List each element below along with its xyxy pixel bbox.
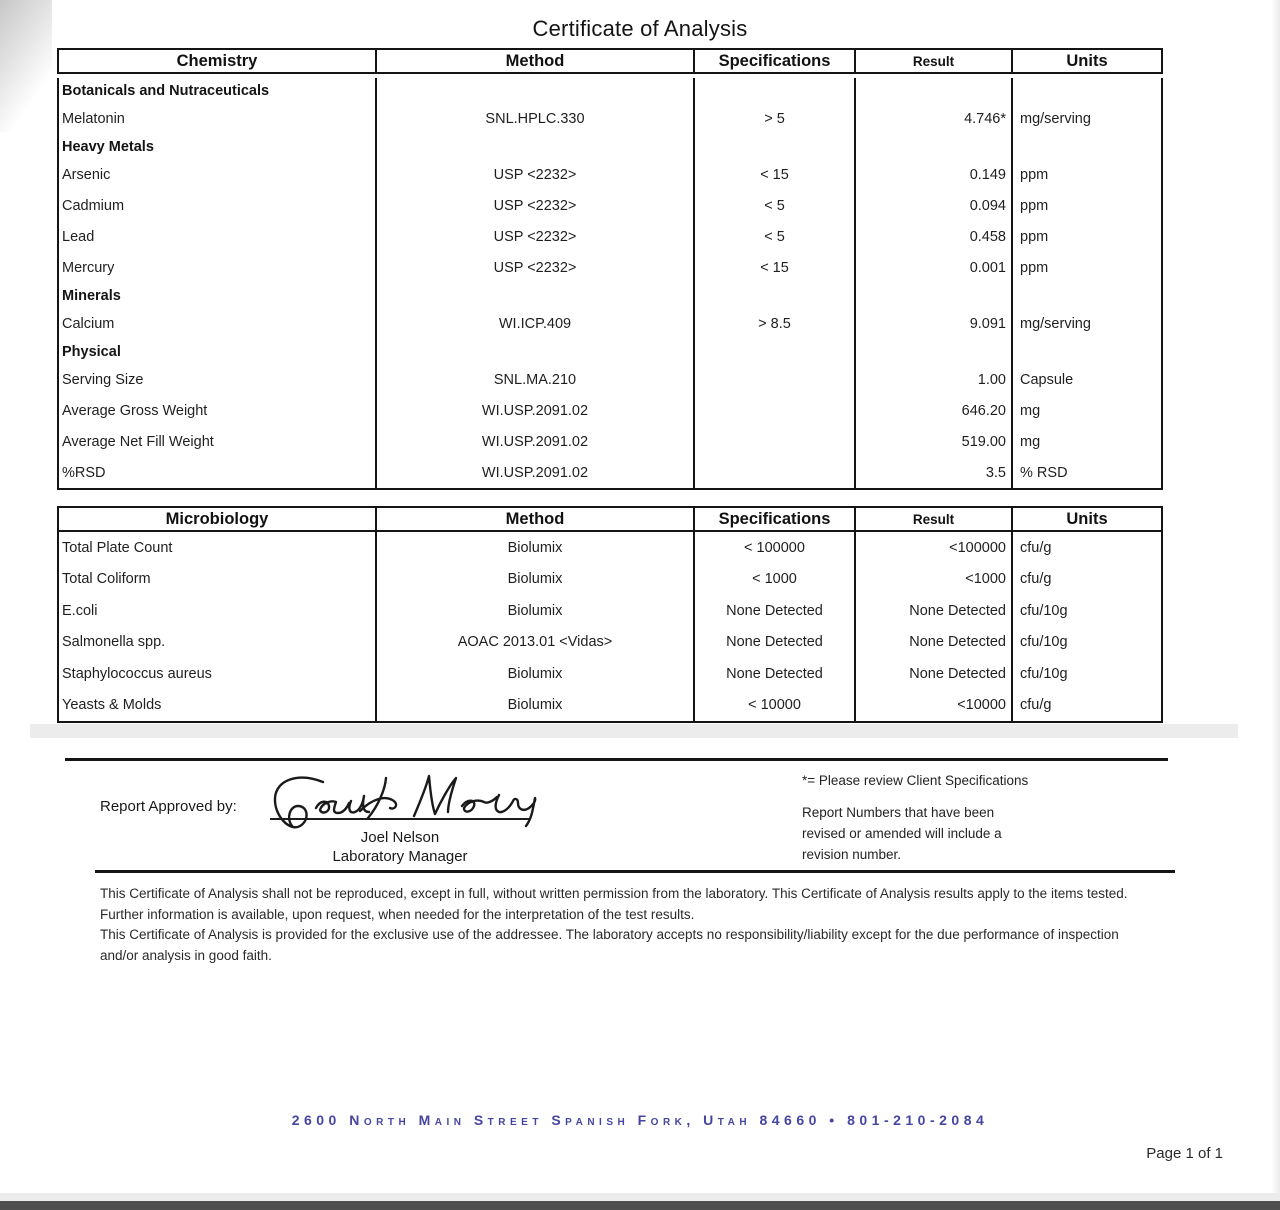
analyte-name: E.coli (62, 602, 98, 619)
method-value: USP <2232> (375, 221, 693, 252)
microbiology-table-header (57, 506, 1163, 532)
empty-cell (1011, 283, 1161, 308)
analyte-name: Cadmium (62, 197, 125, 214)
chemistry-table-body (57, 78, 1163, 490)
specification-value: None Detected (693, 658, 854, 690)
specification-value: > 8.5 (693, 308, 854, 339)
empty-cell (375, 134, 693, 159)
analyte-name: Mercury (62, 259, 115, 276)
analyte-name: Total Coliform (62, 571, 151, 588)
empty-cell (375, 339, 693, 364)
empty-cell (693, 78, 854, 103)
result-value: None Detected (854, 595, 1011, 627)
units-value: mg/serving (1011, 103, 1161, 134)
client-spec-note: *= Please review Client Specifications (802, 773, 1029, 788)
units-value: ppm (1011, 221, 1161, 252)
method-value: WI.USP.2091.02 (375, 457, 693, 488)
revision-note: Report Numbers that have been revised or amended will include a revision number. (802, 805, 1002, 862)
page-title: Certificate of Analysis (532, 16, 748, 41)
section-header: Physical (62, 343, 121, 360)
result-value: 646.20 (854, 395, 1011, 426)
method-value: SNL.MA.210 (375, 364, 693, 395)
analyte-name: Calcium (62, 315, 115, 332)
specification-value: < 1000 (693, 564, 854, 596)
analyte-name: Average Gross Weight (62, 402, 208, 419)
units-value: ppm (1011, 190, 1161, 221)
specification-value (693, 364, 854, 395)
result-value: <1000 (854, 564, 1011, 596)
microbiology-header-result: Result (854, 508, 1011, 530)
specification-value: < 10000 (693, 690, 854, 722)
empty-cell (693, 134, 854, 159)
specification-value (693, 426, 854, 457)
units-value: Capsule (1011, 364, 1161, 395)
divider-line-top (65, 758, 1168, 761)
empty-cell (854, 78, 1011, 103)
method-value: SNL.HPLC.330 (375, 103, 693, 134)
method-value: USP <2232> (375, 190, 693, 221)
chemistry-header-specifications: Specifications (693, 50, 854, 72)
method-value: Biolumix (375, 532, 693, 564)
result-value: 0.001 (854, 252, 1011, 283)
result-value: 9.091 (854, 308, 1011, 339)
specification-value: < 15 (693, 252, 854, 283)
analyte-name: Yeasts & Molds (62, 697, 162, 714)
empty-cell (1011, 78, 1161, 103)
disclaimer-paragraph-2: This Certificate of Analysis is provided for the exclusive use of the addressee. The laboratory accepts no responsibility/liability except for the due performance of inspection and/or analysis in good faith. (100, 927, 1119, 963)
method-value: WI.USP.2091.02 (375, 395, 693, 426)
microbiology-header-method: Method (375, 508, 693, 530)
units-value: mg (1011, 395, 1161, 426)
section-header: Botanicals and Nutraceuticals (62, 82, 270, 99)
page-number: Page 1 of 1 (1146, 1145, 1223, 1162)
empty-cell (375, 283, 693, 308)
microbiology-header-category: Microbiology (165, 509, 269, 528)
method-value: USP <2232> (375, 159, 693, 190)
result-value: 519.00 (854, 426, 1011, 457)
report-approved-label: Report Approved by: (100, 798, 237, 815)
empty-cell (854, 134, 1011, 159)
chemistry-header-method: Method (375, 50, 693, 72)
analyte-name: Serving Size (62, 371, 144, 388)
scan-artifact-bottom-dark (0, 1201, 1280, 1210)
empty-cell (854, 339, 1011, 364)
divider-line-bottom (95, 870, 1175, 873)
microbiology-header-specifications: Specifications (693, 508, 854, 530)
chemistry-header-category: Chemistry (176, 51, 258, 70)
result-value: 3.5 (854, 457, 1011, 488)
analyte-name: Lead (62, 228, 95, 245)
units-value: ppm (1011, 252, 1161, 283)
specification-value: < 5 (693, 190, 854, 221)
result-value: 4.746* (854, 103, 1011, 134)
result-value: <10000 (854, 690, 1011, 722)
method-value: Biolumix (375, 690, 693, 722)
specification-value: < 15 (693, 159, 854, 190)
section-header: Minerals (62, 287, 121, 304)
analyte-name: Melatonin (62, 110, 125, 127)
analyte-name: Arsenic (62, 166, 111, 183)
specification-value: < 100000 (693, 532, 854, 564)
units-value: cfu/10g (1011, 595, 1161, 627)
units-value: mg (1011, 426, 1161, 457)
analyte-name: %RSD (62, 464, 106, 481)
disclaimer-text (100, 884, 1150, 966)
units-value: cfu/g (1011, 564, 1161, 596)
empty-cell (1011, 134, 1161, 159)
microbiology-header-units: Units (1011, 508, 1161, 530)
chemistry-table-header (57, 48, 1163, 74)
result-value: None Detected (854, 627, 1011, 659)
empty-cell (693, 339, 854, 364)
result-value: 0.094 (854, 190, 1011, 221)
method-value: Biolumix (375, 564, 693, 596)
result-value: 0.458 (854, 221, 1011, 252)
specification-value (693, 395, 854, 426)
approver-title: Laboratory Manager (332, 848, 468, 865)
units-value: cfu/10g (1011, 627, 1161, 659)
method-value: Biolumix (375, 658, 693, 690)
units-value: mg/serving (1011, 308, 1161, 339)
result-value: <100000 (854, 532, 1011, 564)
method-value: AOAC 2013.01 <Vidas> (375, 627, 693, 659)
analyte-name: Salmonella spp. (62, 634, 166, 651)
analyte-name: Total Plate Count (62, 539, 173, 556)
method-value: WI.USP.2091.02 (375, 426, 693, 457)
units-value: cfu/g (1011, 690, 1161, 722)
section-header: Heavy Metals (62, 138, 154, 155)
specification-value: > 5 (693, 103, 854, 134)
units-value: cfu/g (1011, 532, 1161, 564)
specification-value: < 5 (693, 221, 854, 252)
result-value: 0.149 (854, 159, 1011, 190)
specification-value: None Detected (693, 627, 854, 659)
result-value: None Detected (854, 658, 1011, 690)
microbiology-table-body (57, 532, 1163, 723)
empty-cell (375, 78, 693, 103)
units-value: cfu/10g (1011, 658, 1161, 690)
units-value: % RSD (1011, 457, 1161, 488)
analyte-name: Staphylococcus aureus (62, 665, 212, 682)
empty-cell (854, 283, 1011, 308)
footer-address: 2600 North Main Street Spanish Fork, Utah 84660 • 801-210-2084 (291, 1112, 989, 1128)
approver-name: Joel Nelson (360, 829, 440, 846)
specification-value (693, 457, 854, 488)
method-value: WI.ICP.409 (375, 308, 693, 339)
scan-artifact-bottom-light (0, 1193, 1280, 1201)
empty-cell (1011, 339, 1161, 364)
disclaimer-paragraph-1: This Certificate of Analysis shall not be reproduced, except in full, without written permission from the laboratory. This Certificate of Analysis results apply to the items tested. Further information is available, upon request, when needed for the interpretation of the test results. (100, 886, 1128, 922)
method-value: USP <2232> (375, 252, 693, 283)
scan-artifact-right-edge (1271, 0, 1280, 1210)
chemistry-header-result: Result (854, 50, 1011, 72)
result-value: 1.00 (854, 364, 1011, 395)
method-value: Biolumix (375, 595, 693, 627)
analyte-name: Average Net Fill Weight (62, 433, 214, 450)
chemistry-header-units: Units (1011, 50, 1161, 72)
empty-cell (693, 283, 854, 308)
specification-value: None Detected (693, 595, 854, 627)
units-value: ppm (1011, 159, 1161, 190)
scan-artifact-band (30, 724, 1238, 738)
